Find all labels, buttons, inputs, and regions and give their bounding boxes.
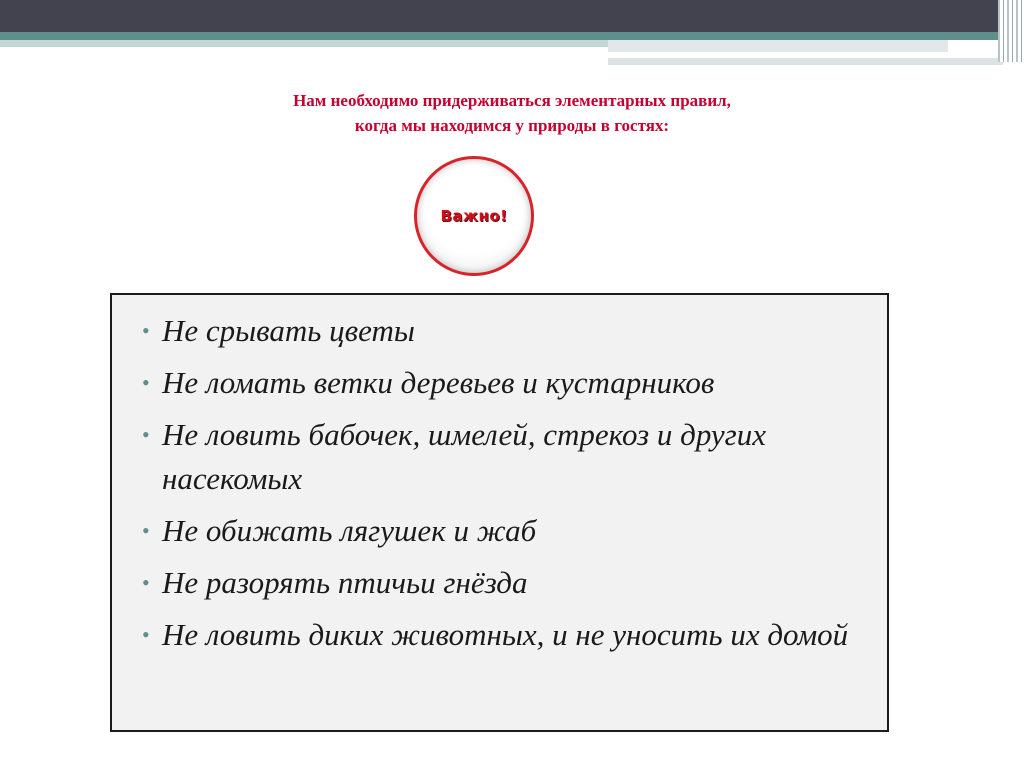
- heading-line-2: когда мы находимся у природы в гостях:: [354, 116, 670, 135]
- bullet-icon: •: [142, 422, 150, 447]
- top-decor-band: [0, 0, 1024, 32]
- top-decor-pale-bar: [0, 40, 608, 47]
- rule-item: [142, 613, 877, 657]
- rule-text: Не срывать цветы: [162, 313, 415, 348]
- bullet-icon: •: [142, 318, 150, 343]
- important-badge-label: Важно!: [440, 207, 508, 225]
- bullet-icon: •: [142, 622, 150, 647]
- rule-item: [142, 309, 877, 353]
- rule-item: [142, 361, 877, 405]
- bullet-icon: •: [142, 370, 150, 395]
- rule-item: [142, 413, 877, 501]
- slide-heading: [0, 88, 1024, 138]
- top-decor-light-bar-lower: [608, 58, 1003, 65]
- rules-list: [142, 309, 877, 657]
- rule-text: Не ловить диких животных, и не уносить их домой: [162, 617, 849, 652]
- heading-line-1: Нам необходимо придерживаться элементарных правил,: [293, 91, 731, 110]
- rules-box: [110, 293, 889, 732]
- top-decor-teal-line: [0, 32, 1024, 40]
- top-decor-light-bar: [608, 40, 948, 52]
- rule-text: Не обижать лягушек и жаб: [162, 513, 537, 548]
- bullet-icon: •: [142, 518, 150, 543]
- rule-item: [142, 509, 877, 553]
- rule-text: Не ломать ветки деревьев и кустарников: [162, 365, 715, 400]
- top-decor-stripes: [998, 0, 1024, 62]
- bullet-icon: •: [142, 570, 150, 595]
- rule-item: [142, 561, 877, 605]
- important-badge: [414, 156, 534, 276]
- rule-text: Не ловить бабочек, шмелей, стрекоз и других насекомых: [162, 417, 767, 496]
- rule-text: Не разорять птичьи гнёзда: [162, 565, 528, 600]
